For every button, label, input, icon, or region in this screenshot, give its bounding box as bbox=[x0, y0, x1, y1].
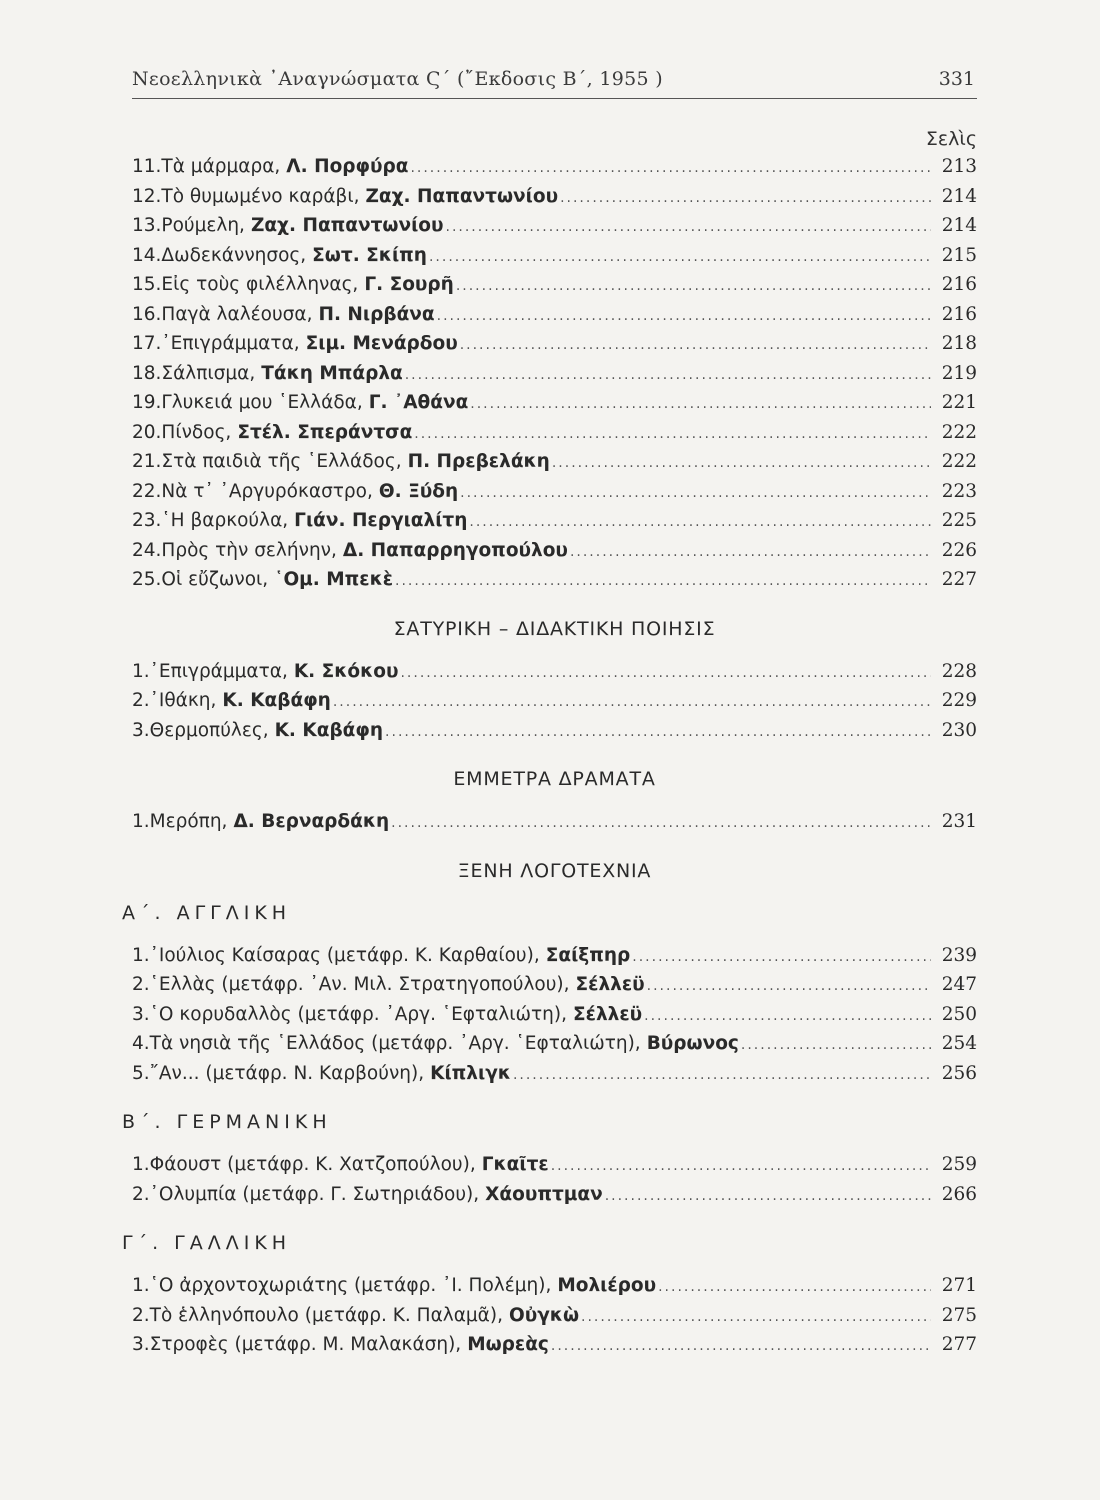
dot-leader bbox=[385, 718, 931, 748]
entry-number: 1. bbox=[132, 944, 150, 966]
toc-entry bbox=[132, 182, 977, 212]
dot-leader bbox=[469, 508, 931, 538]
entry-title: Τὸ ἑλληνόπουλο (μετάφρ. Κ. Παλαμᾶ), bbox=[149, 1304, 503, 1326]
entry-author: Σέλλεϋ bbox=[575, 974, 645, 995]
entry-page-number: 229 bbox=[941, 690, 977, 711]
entry-title: Πίνδος, bbox=[161, 421, 232, 443]
dot-leader bbox=[410, 154, 931, 184]
entry-page-number: 213 bbox=[941, 156, 977, 177]
toc-entry bbox=[132, 1029, 977, 1059]
entry-list-french bbox=[132, 1271, 977, 1360]
entry-page-number: 225 bbox=[941, 510, 977, 531]
entry-page-number: 250 bbox=[941, 1003, 977, 1025]
dot-leader bbox=[405, 361, 931, 391]
entry-number: 3. bbox=[132, 719, 150, 741]
entry-page-number: 214 bbox=[941, 185, 977, 207]
dot-leader bbox=[513, 1061, 931, 1091]
entry-author: Σέλλεϋ bbox=[573, 1003, 643, 1025]
dot-leader bbox=[460, 479, 931, 509]
entry-page-number: 215 bbox=[941, 244, 977, 266]
entry-author: Θ. Ξύδη bbox=[378, 480, 459, 502]
entry-list-english bbox=[132, 941, 977, 1089]
entry-page-number: 275 bbox=[941, 1304, 977, 1326]
dot-leader bbox=[395, 567, 931, 597]
entry-title: ῾Ο κορυδαλλὸς (μετάφρ. ᾿Αργ. ῾Εφταλιώτη), bbox=[149, 1003, 568, 1025]
subsection-heading-english: Α΄. ΑΓΓΛΙΚΗ bbox=[122, 901, 292, 924]
toc-entry bbox=[132, 359, 977, 389]
toc-entry bbox=[132, 1180, 977, 1210]
toc-entry bbox=[132, 536, 977, 566]
entry-title: Παγὰ λαλέουσα, bbox=[161, 303, 313, 325]
toc-entry bbox=[132, 1000, 977, 1030]
subsection-heading-german: Β΄. ΓΕΡΜΑΝΙΚΗ bbox=[122, 1111, 332, 1133]
entry-page-number: 216 bbox=[941, 303, 977, 325]
entry-author: Ζαχ. Παπαντωνίου bbox=[365, 185, 559, 207]
dot-leader bbox=[570, 538, 931, 568]
dot-leader bbox=[605, 1182, 931, 1212]
entry-author: Δ. Παπαρρηγοπούλου bbox=[342, 539, 568, 561]
entry-title: ᾿Ιθάκη, bbox=[149, 690, 217, 711]
toc-entry bbox=[132, 807, 977, 837]
entry-title: Τὰ νησιὰ τῆς ῾Ελλάδος (μετάφρ. ᾿Αργ. ῾Εφταλιώτη), bbox=[149, 1033, 641, 1054]
toc-entry bbox=[132, 657, 977, 687]
entry-author: Κ. Καβάφη bbox=[274, 719, 384, 741]
running-header bbox=[132, 62, 977, 99]
dot-leader bbox=[437, 302, 931, 332]
section-heading-drama: ΕΜΜΕΤΡΑ ΔΡΑΜΑΤΑ bbox=[453, 768, 656, 790]
entry-number: 24. bbox=[132, 539, 162, 561]
entry-number: 2. bbox=[132, 974, 150, 995]
entry-title: Πρὸς τὴν σελήνην, bbox=[161, 539, 337, 561]
entry-author: Μωρεὰς bbox=[467, 1334, 549, 1355]
entry-page-number: 227 bbox=[941, 569, 977, 590]
entry-author: Γ. Σουρῆ bbox=[364, 274, 454, 295]
dot-leader bbox=[658, 1273, 931, 1303]
entry-page-number: 222 bbox=[941, 421, 977, 443]
entry-page-number: 226 bbox=[941, 539, 977, 561]
dot-leader bbox=[333, 688, 931, 718]
entry-number: 16. bbox=[132, 303, 162, 325]
toc-entry bbox=[132, 1150, 977, 1180]
entry-page-number: 223 bbox=[941, 480, 977, 502]
entry-title: Μερόπη, bbox=[149, 811, 228, 832]
entry-page-number: 230 bbox=[941, 719, 977, 741]
entry-page-number: 231 bbox=[941, 811, 977, 832]
dot-leader bbox=[391, 809, 931, 839]
entry-title: ῾Ελλὰς (μετάφρ. ᾿Αν. Μιλ. Στρατηγοπούλου), bbox=[149, 974, 570, 995]
toc-entry bbox=[132, 1271, 977, 1301]
entry-page-number: 247 bbox=[941, 974, 977, 995]
toc-entry bbox=[132, 716, 977, 746]
entry-author: Γ. ᾿Αθάνα bbox=[368, 392, 469, 413]
entry-number: 25. bbox=[132, 569, 162, 590]
entry-page-number: 221 bbox=[941, 392, 977, 413]
entry-title: Θερμοπύλες, bbox=[149, 719, 269, 741]
dot-leader bbox=[551, 1332, 931, 1362]
dot-leader bbox=[414, 420, 931, 450]
entry-author: Οὐγκὼ bbox=[508, 1304, 580, 1326]
entry-title: Ρούμελη, bbox=[161, 215, 245, 236]
toc-entry bbox=[132, 941, 977, 971]
toc-entry bbox=[132, 1301, 977, 1331]
entry-number: 14. bbox=[132, 244, 162, 266]
entry-number: 23. bbox=[132, 510, 162, 531]
entry-title: Τὰ μάρμαρα, bbox=[161, 156, 281, 177]
entry-number: 2. bbox=[132, 690, 150, 711]
entry-title: ῎Αν... (μετάφρ. Ν. Καρβούνη), bbox=[149, 1062, 425, 1084]
entry-number: 1. bbox=[132, 1154, 150, 1175]
entry-number: 1. bbox=[132, 811, 150, 832]
header-title: Νεοελληνικὰ ᾿Αναγνώσματα Ϛ΄ (῎Εκδοσις Β΄, 1955 ) bbox=[132, 68, 663, 90]
entry-list-drama bbox=[132, 807, 977, 837]
dot-leader bbox=[644, 1002, 931, 1032]
entry-author: Δ. Βερναρδάκη bbox=[233, 811, 390, 832]
entry-author: Κ. Καβάφη bbox=[222, 690, 331, 711]
entry-author: Ζαχ. Παπαντωνίου bbox=[250, 215, 444, 236]
entry-title: ῾Ο ἀρχοντοχωριάτης (μετάφρ. ᾿Ι. Πολέμη), bbox=[149, 1275, 552, 1296]
dot-leader bbox=[647, 972, 931, 1002]
entry-number: 3. bbox=[132, 1334, 150, 1355]
entry-title: Οἱ εὔζωνοι, bbox=[161, 569, 269, 590]
entry-list-german bbox=[132, 1150, 977, 1209]
entry-page-number: 218 bbox=[941, 333, 977, 354]
entry-title: Νὰ τ᾿ ᾿Αργυρόκαστρο, bbox=[161, 480, 373, 502]
entry-page-number: 277 bbox=[941, 1334, 977, 1355]
dot-leader bbox=[632, 943, 931, 973]
entry-number: 11. bbox=[132, 156, 162, 177]
entry-author: Σαίξπηρ bbox=[545, 944, 631, 966]
section-heading-satirical: ΣΑΤΥΡΙΚΗ – ΔΙΔΑΚΤΙΚΗ ΠΟΙΗΣΙΣ bbox=[393, 617, 716, 640]
entry-page-number: 239 bbox=[941, 944, 977, 966]
toc-entry bbox=[132, 1330, 977, 1360]
header-page-number: 331 bbox=[938, 68, 975, 90]
toc-entry bbox=[132, 565, 977, 595]
entry-page-number: 259 bbox=[941, 1154, 977, 1175]
entry-number: 1. bbox=[132, 660, 150, 682]
toc-entry bbox=[132, 300, 977, 330]
entry-page-number: 216 bbox=[941, 274, 977, 295]
toc-entry bbox=[132, 270, 977, 300]
toc-entry bbox=[132, 506, 977, 536]
dot-leader bbox=[581, 1303, 931, 1333]
toc-entry bbox=[132, 418, 977, 448]
table-of-contents bbox=[122, 126, 977, 1360]
entry-title: Στροφὲς (μετάφρ. Μ. Μαλακάση), bbox=[149, 1334, 462, 1355]
entry-page-number: 271 bbox=[941, 1275, 977, 1296]
entry-number: 22. bbox=[132, 480, 162, 502]
entry-author: Μολιέρου bbox=[557, 1275, 657, 1296]
dot-leader bbox=[446, 213, 932, 243]
entry-author: ῾Ομ. Μπεκὲ bbox=[274, 569, 394, 590]
entry-title: Γλυκειά μου ῾Ελλάδα, bbox=[161, 392, 363, 413]
entry-author: Τάκη Μπάρλα bbox=[261, 362, 403, 384]
dot-leader bbox=[560, 184, 931, 214]
dot-leader bbox=[470, 390, 931, 420]
dot-leader bbox=[552, 449, 931, 479]
entry-number: 18. bbox=[132, 362, 162, 384]
entry-number: 2. bbox=[132, 1304, 150, 1326]
entry-number: 13. bbox=[132, 215, 162, 236]
toc-entry bbox=[132, 477, 977, 507]
entry-author: Κ. Σκόκου bbox=[293, 660, 399, 682]
entry-number: 21. bbox=[132, 451, 162, 472]
dot-leader bbox=[456, 272, 931, 302]
entry-number: 15. bbox=[132, 274, 162, 295]
entry-number: 5. bbox=[132, 1062, 150, 1084]
dot-leader bbox=[741, 1031, 931, 1061]
dot-leader bbox=[400, 659, 931, 689]
entry-page-number: 222 bbox=[941, 451, 977, 472]
toc-entry bbox=[132, 329, 977, 359]
dot-leader bbox=[460, 331, 931, 361]
entry-number: 17. bbox=[132, 333, 162, 354]
entry-author: Σωτ. Σκίπη bbox=[312, 244, 427, 266]
entry-page-number: 214 bbox=[941, 215, 977, 236]
entry-page-number: 219 bbox=[941, 362, 977, 384]
entry-title: ᾿Επιγράμματα, bbox=[149, 660, 288, 682]
entry-number: 4. bbox=[132, 1033, 150, 1054]
section-heading-foreign: ΞΕΝΗ ΛΟΓΟΤΕΧΝΙΑ bbox=[457, 859, 652, 882]
entry-title: ᾿Ολυμπία (μετάφρ. Γ. Σωτηριάδου), bbox=[149, 1183, 480, 1205]
entry-author: Σιμ. Μενάρδου bbox=[305, 333, 458, 354]
entry-author: Λ. Πορφύρα bbox=[286, 156, 409, 177]
toc-entry bbox=[132, 388, 977, 418]
entry-page-number: 254 bbox=[941, 1033, 977, 1054]
entry-page-number: 256 bbox=[941, 1062, 977, 1084]
page-column-label: Σελὶς bbox=[925, 128, 977, 150]
dot-leader bbox=[551, 1152, 931, 1182]
entry-title: Τὸ θυμωμένο καράβι, bbox=[161, 185, 360, 207]
toc-entry bbox=[132, 211, 977, 241]
entry-author: Κίπλιγκ bbox=[430, 1062, 511, 1084]
toc-entry bbox=[132, 1059, 977, 1089]
toc-entry bbox=[132, 152, 977, 182]
entry-number: 2. bbox=[132, 1183, 150, 1205]
toc-entry bbox=[132, 970, 977, 1000]
entry-author: Στέλ. Σπεράντσα bbox=[237, 421, 413, 443]
entry-number: 20. bbox=[132, 421, 162, 443]
dot-leader bbox=[429, 243, 931, 273]
entry-title: ᾿Ιούλιος Καίσαρας (μετάφρ. Κ. Καρθαίου), bbox=[149, 944, 540, 966]
entry-author: Π. Πρεβελάκη bbox=[407, 451, 550, 472]
toc-entry bbox=[132, 241, 977, 271]
entry-title: Δωδεκάννησος, bbox=[161, 244, 307, 266]
entry-title: Σάλπισμα, bbox=[161, 362, 256, 384]
entry-title: Φάουστ (μετάφρ. Κ. Χατζοπούλου), bbox=[149, 1154, 476, 1175]
entry-author: Γιάν. Περγιαλίτη bbox=[294, 510, 468, 531]
entry-number: 3. bbox=[132, 1003, 150, 1025]
subsection-heading-french: Γ΄. ΓΑΛΛΙΚΗ bbox=[122, 1232, 292, 1254]
entry-number: 1. bbox=[132, 1275, 150, 1296]
entry-title: ᾿Επιγράμματα, bbox=[161, 333, 300, 354]
toc-entry bbox=[132, 447, 977, 477]
entry-list-group1 bbox=[132, 152, 977, 595]
entry-author: Χάουπτμαν bbox=[485, 1183, 603, 1205]
entry-title: Στὰ παιδιὰ τῆς ῾Ελλάδος, bbox=[161, 451, 402, 472]
entry-number: 19. bbox=[132, 392, 162, 413]
entry-author: Π. Νιρβάνα bbox=[318, 303, 435, 325]
entry-title: ῾Η βαρκούλα, bbox=[161, 510, 289, 531]
toc-entry bbox=[132, 686, 977, 716]
entry-page-number: 228 bbox=[941, 660, 977, 682]
entry-number: 12. bbox=[132, 185, 162, 207]
entry-author: Βύρωνος bbox=[646, 1033, 739, 1054]
entry-title: Εἰς τοὺς φιλέλληνας, bbox=[161, 274, 359, 295]
entry-author: Γκαῖτε bbox=[481, 1154, 549, 1175]
entry-list-satirical bbox=[132, 657, 977, 746]
entry-page-number: 266 bbox=[941, 1183, 977, 1205]
